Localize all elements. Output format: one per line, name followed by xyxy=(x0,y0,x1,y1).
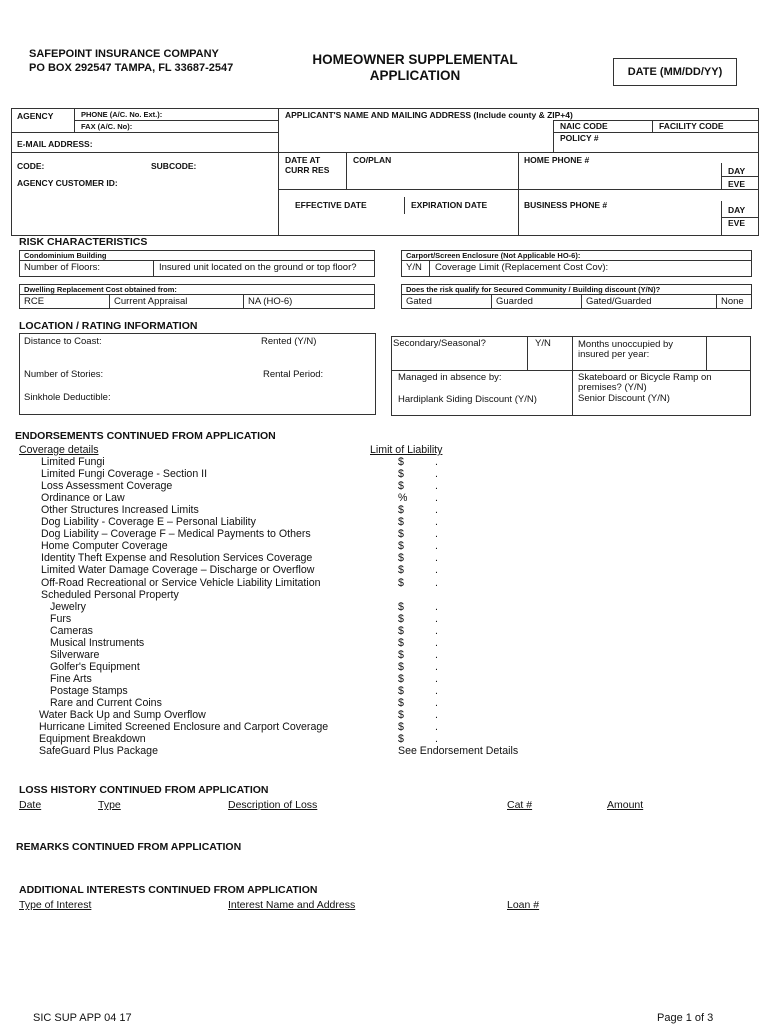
endorsement-limit-symbol[interactable]: $ xyxy=(398,528,404,541)
endorsements-heading: ENDORSEMENTS CONTINUED FROM APPLICATION xyxy=(15,430,276,442)
endorsement-limit-symbol[interactable]: $ xyxy=(398,456,404,468)
appraisal-option: Current Appraisal xyxy=(114,296,188,307)
endorsement-limit-field[interactable]: . xyxy=(435,480,438,493)
endorsement-limit-symbol[interactable]: $ xyxy=(398,540,404,553)
date-at-curr-res-label: DATE AT CURR RES xyxy=(285,155,330,175)
carport-label: Carport/Screen Enclosure (Not Applicable HO-6): xyxy=(406,251,581,260)
endorsement-limit-symbol[interactable]: $ xyxy=(398,564,404,577)
stories-label: Number of Stories: xyxy=(24,369,104,380)
senior-label: Senior Discount (Y/N) xyxy=(578,393,670,404)
endorsement-limit-field[interactable]: . xyxy=(435,528,438,541)
dwelling-label: Dwelling Replacement Cost obtained from: xyxy=(24,285,177,294)
endorsement-limit-symbol[interactable]: $ xyxy=(398,624,404,637)
endorsement-limit-field[interactable]: . xyxy=(435,697,438,709)
home-phone-label: HOME PHONE # xyxy=(524,155,590,165)
risk-heading: RISK CHARACTERISTICS xyxy=(19,236,148,248)
endorsement-label: Off-Road Recreational or Service Vehicle Liability Limitation xyxy=(41,576,321,589)
endorsement-limit-symbol[interactable]: $ xyxy=(398,733,404,746)
insured-unit-label: Insured unit located on the ground or top floor? xyxy=(159,262,357,273)
condo-label: Condominium Building xyxy=(24,251,107,260)
hardiplank-label: Hardiplank Siding Discount (Y/N) xyxy=(398,394,537,405)
location-heading: LOCATION / RATING INFORMATION xyxy=(19,320,198,332)
endorsement-label: Ordinance or Law xyxy=(41,492,125,505)
endorsement-limit-field[interactable]: . xyxy=(435,576,438,589)
endorsement-limit-symbol[interactable]: $ xyxy=(398,660,404,673)
endorsement-limit-field[interactable]: . xyxy=(435,709,438,722)
endorsement-label: Cameras xyxy=(50,624,93,637)
endorsement-label: Postage Stamps xyxy=(50,684,128,697)
business-eve-label: EVE xyxy=(728,218,746,228)
naic-code-label: NAIC CODE xyxy=(560,121,608,131)
loss-amount-col: Amount xyxy=(607,799,644,811)
agency-label: AGENCY xyxy=(17,111,54,121)
endorsement-label: Furs xyxy=(50,612,72,625)
loan-col: Loan # xyxy=(507,899,540,911)
endorsement-label: Silverware xyxy=(50,648,100,661)
endorsement-limit-field[interactable]: . xyxy=(435,492,438,505)
loss-cat-col: Cat # xyxy=(507,799,533,811)
none-option: None xyxy=(721,296,744,307)
endorsement-limit-symbol[interactable]: $ xyxy=(398,468,404,481)
endorsement-label: Musical Instruments xyxy=(50,636,145,649)
endorsement-limit-field[interactable]: . xyxy=(435,660,438,673)
rented-label: Rented (Y/N) xyxy=(261,336,317,347)
secured-label: Does the risk qualify for Secured Community / Building discount (Y/N)? xyxy=(406,285,661,294)
endorsement-limit-symbol[interactable]: $ xyxy=(398,576,404,589)
endorsement-label: Loss Assessment Coverage xyxy=(41,480,173,493)
endorsement-label: Identity Theft Expense and Resolution Services Coverage xyxy=(41,552,313,565)
subcode-label: SUBCODE: xyxy=(151,161,197,171)
remarks-heading: REMARKS CONTINUED FROM APPLICATION xyxy=(16,841,242,853)
agency-fax-label: FAX (A/C. No): xyxy=(81,122,133,131)
interest-name-col: Interest Name and Address xyxy=(228,899,356,911)
business-day-label: DAY xyxy=(728,205,746,215)
endorsement-label: SafeGuard Plus Package xyxy=(39,745,158,758)
loss-type-col: Type xyxy=(98,799,121,811)
skate-label-line2: premises? (Y/N) xyxy=(578,382,647,393)
additional-heading: ADDITIONAL INTERESTS CONTINUED FROM APPLICATION xyxy=(19,884,318,896)
endorsement-limit-field[interactable]: . xyxy=(435,540,438,553)
guarded-option: Guarded xyxy=(496,296,533,307)
coplan-label: CO/PLAN xyxy=(353,155,392,165)
endorsement-label: Equipment Breakdown xyxy=(39,733,146,746)
endorsement-label: Limited Water Damage Coverage – Discharge or Overflow xyxy=(41,564,315,577)
endorsement-label: Other Structures Increased Limits xyxy=(41,504,199,517)
seasonal-yn: Y/N xyxy=(535,338,551,349)
endorsement-limit-field[interactable]: . xyxy=(435,552,438,565)
na-option: NA (HO-6) xyxy=(248,296,293,307)
endorsement-limit-field[interactable]: . xyxy=(435,648,438,661)
skate-label-line1: Skateboard or Bicycle Ramp on xyxy=(578,372,712,383)
page-number: Page 1 of 3 xyxy=(657,1012,714,1024)
carport-yn: Y/N xyxy=(406,262,422,273)
company-name: SAFEPOINT INSURANCE COMPANY xyxy=(29,48,219,60)
endorsement-limit-field[interactable]: . xyxy=(435,684,438,697)
endorsement-limit-field[interactable]: . xyxy=(435,516,438,529)
endorsement-limit-field[interactable]: . xyxy=(435,600,438,613)
applicant-heading: APPLICANT'S NAME AND MAILING ADDRESS (Include county & ZIP+4) xyxy=(285,110,573,120)
limit-label: Limit of Liability xyxy=(370,444,443,456)
expiration-date-label: EXPIRATION DATE xyxy=(411,200,488,210)
endorsement-limit-symbol[interactable]: $ xyxy=(398,516,404,529)
endorsement-limit-symbol[interactable]: % xyxy=(398,492,408,505)
interest-type-col: Type of Interest xyxy=(19,899,92,911)
months-label-line1: Months unoccupied by xyxy=(578,339,674,350)
seasonal-label: Secondary/Seasonal? xyxy=(393,338,486,349)
coverage-limit-label: Coverage Limit (Replacement Cost Cov): xyxy=(435,262,609,273)
endorsement-limit-field[interactable]: . xyxy=(435,636,438,649)
form-title-line1: HOMEOWNER SUPPLEMENTAL xyxy=(312,52,518,67)
endorsement-label: Rare and Current Coins xyxy=(50,697,162,709)
endorsement-label: Dog Liability - Coverage E – Personal Liability xyxy=(41,516,256,529)
agency-phone-label: PHONE (A/C. No. Ext.): xyxy=(81,110,163,119)
endorsement-label: Home Computer Coverage xyxy=(41,540,168,553)
home-day-label: DAY xyxy=(728,166,746,176)
endorsement-label: Limited Fungi xyxy=(41,456,105,468)
endorsement-limit-field[interactable]: . xyxy=(435,624,438,637)
endorsement-label: Dog Liability – Coverage F – Medical Payments to Others xyxy=(41,528,311,541)
endorsement-limit-field[interactable]: . xyxy=(435,456,438,468)
gated-option: Gated xyxy=(406,296,432,307)
endorsement-limit-field[interactable]: . xyxy=(435,721,438,734)
email-label: E-MAIL ADDRESS: xyxy=(17,139,93,149)
facility-code-label: FACILITY CODE xyxy=(659,121,724,131)
endorsement-label: Fine Arts xyxy=(50,672,92,685)
endorsement-limit-symbol[interactable]: See Endorsement Details xyxy=(398,745,519,758)
endorsement-limit-symbol[interactable]: $ xyxy=(398,697,404,709)
sinkhole-label: Sinkhole Deductible: xyxy=(24,392,111,403)
endorsement-limit-field[interactable]: . xyxy=(435,672,438,685)
endorsement-limit-field[interactable]: . xyxy=(435,564,438,577)
distance-label: Distance to Coast: xyxy=(24,336,102,347)
endorsement-limit-symbol[interactable]: $ xyxy=(398,480,404,493)
endorsement-label: Jewelry xyxy=(50,600,86,613)
endorsement-limit-symbol[interactable]: $ xyxy=(398,684,404,697)
endorsement-label: Scheduled Personal Property xyxy=(41,588,179,601)
managed-label: Managed in absence by: xyxy=(398,372,502,383)
business-phone-label: BUSINESS PHONE # xyxy=(524,200,608,210)
months-label-line2: insured per year: xyxy=(578,349,650,360)
endorsement-label: Hurricane Limited Screened Enclosure and Carport Coverage xyxy=(39,721,329,734)
endorsement-limit-symbol[interactable]: $ xyxy=(398,636,404,649)
endorsement-limit-symbol[interactable]: $ xyxy=(398,721,404,734)
company-address: PO BOX 292547 TAMPA, FL 33687-2547 xyxy=(29,62,234,74)
endorsement-label: Limited Fungi Coverage - Section II xyxy=(41,468,208,481)
endorsement-limit-symbol[interactable]: $ xyxy=(398,648,404,661)
floors-label: Number of Floors: xyxy=(24,262,101,273)
code-label: CODE: xyxy=(17,161,45,171)
endorsement-limit-field[interactable]: . xyxy=(435,733,438,746)
endorsement-limit-symbol[interactable]: $ xyxy=(398,504,404,517)
home-eve-label: EVE xyxy=(728,179,746,189)
endorsement-limit-field[interactable]: . xyxy=(435,612,438,625)
loss-history-heading: LOSS HISTORY CONTINUED FROM APPLICATION xyxy=(19,784,269,796)
policy-label: POLICY # xyxy=(560,133,599,143)
date-box[interactable]: DATE (MM/DD/YY) xyxy=(613,58,737,86)
endorsement-limit-field[interactable]: . xyxy=(435,504,438,517)
endorsement-label: Golfer's Equipment xyxy=(50,660,140,673)
form-number: SIC SUP APP 04 17 xyxy=(33,1012,132,1024)
endorsement-label: Water Back Up and Sump Overflow xyxy=(39,709,206,722)
endorsement-limit-symbol[interactable]: $ xyxy=(398,672,404,685)
loss-date-col: Date xyxy=(19,799,42,811)
endorsement-limit-symbol[interactable]: $ xyxy=(398,709,404,722)
coverage-details-label: Coverage details xyxy=(19,444,99,456)
endorsement-limit-symbol[interactable]: $ xyxy=(398,612,404,625)
form-title-line2: APPLICATION xyxy=(369,68,461,83)
gated-guarded-option: Gated/Guarded xyxy=(586,296,652,307)
endorsement-limit-field[interactable]: . xyxy=(435,468,438,481)
rce-option: RCE xyxy=(24,296,45,307)
loss-description-col: Description of Loss xyxy=(228,799,318,811)
rental-period-label: Rental Period: xyxy=(263,369,324,380)
agency-customer-id-label: AGENCY CUSTOMER ID: xyxy=(17,178,118,188)
effective-date-label: EFFECTIVE DATE xyxy=(295,200,367,210)
endorsement-limit-symbol[interactable]: $ xyxy=(398,552,404,565)
endorsement-limit-symbol[interactable]: $ xyxy=(398,600,404,613)
